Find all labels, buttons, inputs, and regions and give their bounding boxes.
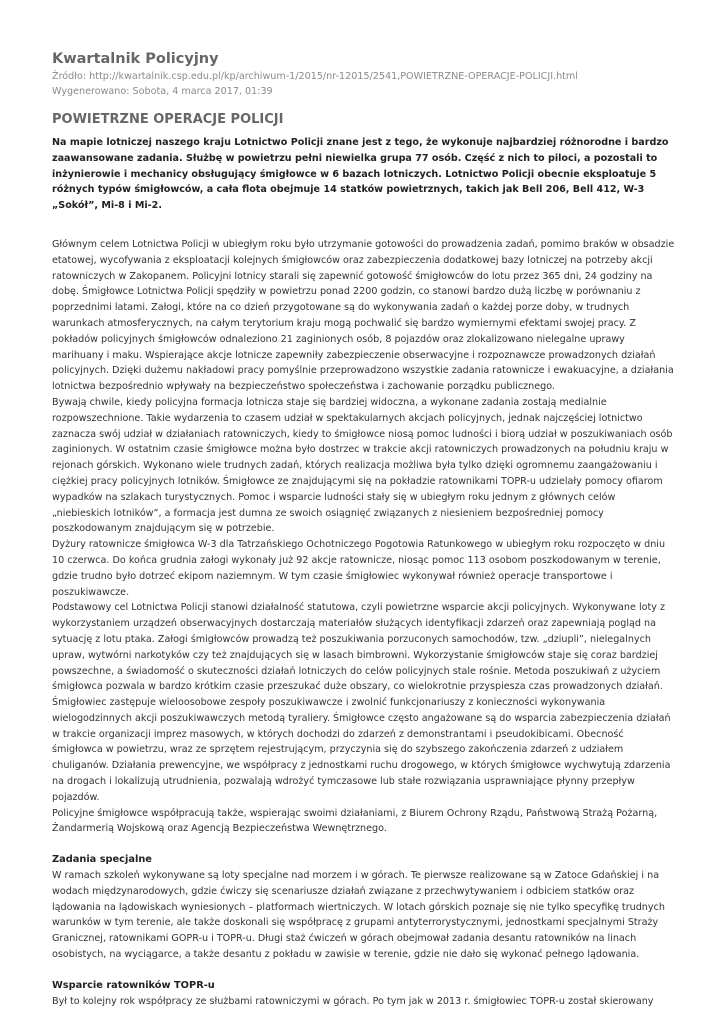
section-heading: Wsparcie ratowników TOPR-u bbox=[52, 979, 215, 991]
paragraph: Policyjne śmigłowce współpracują także, wspierając swoimi działaniami, z Biurem Ochrony Rządu, Państwową Strażą Pożarną, Żandarmerią Wojskową oraz Agencją Bezpieczeństwa Wewnętrznego. bbox=[52, 807, 658, 835]
article-lead: Na mapie lotniczej naszego kraju Lotnictwo Policji znane jest z tego, że wykonuje najbardziej różnorodne i bardzo zaawansowane zadania. Służbę w powietrzu pełni niewielka grupa 77 osób. Część z nich to piloci, a pozostali to inżynierowie i mechanicy obsługujący śmigłowce w 6 bazach lotniczych. Lotnictwo Policji obecnie eksploatuje 5 różnych typów śmigłowców, a cała flota obejmuje 14 statków powietrznych, takich jak Bell 206, Bell 412, W-3 „Sokół”, Mi-8 i Mi-2. bbox=[52, 137, 669, 212]
article-title: POWIETRZNE OPERACJE POLICJI bbox=[52, 112, 284, 127]
document-page bbox=[52, 50, 676, 1009]
section-text: Był to kolejny rok współpracy ze służbami ratowniczymi w górach. Po tym jak w 2013 r. śmigłowiec TOPR-u został skierowany bbox=[52, 995, 654, 1007]
article-body bbox=[52, 237, 676, 1009]
section-heading: Zadania specjalne bbox=[52, 854, 152, 866]
source-line: Źródło: http://kwartalnik.csp.edu.pl/kp/archiwum-1/2015/nr-12015/2541,POWIETRZNE-OPERACJE-POLICJI.html bbox=[52, 71, 578, 82]
paragraph: Głównym celem Lotnictwa Policji w ubiegłym roku było utrzymanie gotowości do prowadzenia zadań, pomimo braków w obsadzie etatowej, wycofywania z eksploatacji kolejnych śmigłowców oraz zabezpieczenia dodatkowej bazy lotniczej na potrzeby akcji ratowniczych w Zakopanem. Policyjni lotnicy starali się zapewnić gotowość śmigłowców do lotu przez 365 dni, 24 godziny na dobę. Śmigłowce Lotnictwa Policji spędziły w powietrzu ponad 2200 godzin, co stanowi bardzo dużą liczbę w porównaniu z poprzednimi latami. Załogi, które na co dzień przygotowane są do wykonywania zadań o każdej porze doby, w trudnych warunkach atmosferycznych, na całym terytorium kraju mogą pochwalić się bardzo wymiernymi efektami swojej pracy. Z pokładów policyjnych śmigłowców odnaleziono 21 zaginionych osób, 8 pojazdów oraz zlokalizowano nielegalne uprawy marihuany i maku. Wspierające akcje lotnicze zapewniły zabezpieczenie obserwacyjne i rozpoznawcze prowadzonych działań policyjnych. Dzięki dużemu nakładowi pracy pomyślnie przeprowadzono wszystkie zadania ratownicze i ewakuacyjne, a działania lotnictwa bezpośrednio wpływały na bezpieczeństwo społeczeństwa i zachowanie porządku publicznego. bbox=[52, 238, 675, 393]
site-title: Kwartalnik Policyjny bbox=[52, 51, 219, 67]
generated-line: Wygenerowano: Sobota, 4 marca 2017, 01:39 bbox=[52, 86, 273, 97]
section-text: W ramach szkoleń wykonywane są loty specjalne nad morzem i w górach. Te pierwsze realizowane są w Zatoce Gdańskiej i na wodach międzynarodowych, gdzie ćwiczy się scenariusze działań związane z przechwytywaniem i odbiciem statków oraz lądowania na lądowiskach wyniesionych – platformach wiertniczych. W lotach górskich poznaje się nie tylko specyfikę trudnych warunków w tym terenie, ale także doskonali się współpracę z grupami antyterrorystycznymi, jednostkami specjalnymi Straży Granicznej, ratownikami GOPR-u i TOPR-u. Długi staż ćwiczeń w górach obejmował zadania desantu ratowników na linach osobistych, na wyciągarce, a także desantu z pokładu w zawisie w terenie, gdzie nie dało się wykonać pełnego lądowania. bbox=[52, 870, 665, 961]
paragraph: Dyżury ratownicze śmigłowca W-3 dla Tatrzańskiego Ochotniczego Pogotowia Ratunkowego w ubiegłym roku rozpoczęto w dniu 10 czerwca. Do końca grudnia załogi wykonały już 92 akcje ratownicze, niosąc pomoc 113 osobom poszkodowanym w terenie, gdzie trudno było dotrzeć ekipom naziemnym. W tym czasie śmigłowiec wykonywał również operacje transportowe i poszukiwawcze. bbox=[52, 539, 666, 598]
paragraph: Bywają chwile, kiedy policyjna formacja lotnicza staje się bardziej widoczna, a wykonane zadania zostają medialnie rozpowszechnione. Takie wydarzenia to czasem udział w spektakularnych akcjach policyjnych, jednak najczęściej lotnictwo zaznacza swój udział w działaniach ratowniczych, kiedy to śmigłowce niosą pomoc ludności i biorą udział w poszukiwaniach osób zaginionych. W ostatnim czasie śmigłowce można było dostrzec w trakcie akcji ratowniczych prowadzonych na południu kraju w rejonach górskich. Wykonano wiele trudnych zadań, których realizacja możliwa była tylko dzięki ogromnemu zaangażowaniu i ciężkiej pracy policyjnych lotników. Śmigłowce ze znajdującymi się na pokładzie ratownikami TOPR-u udzielały pomocy ofiarom wypadków na szlakach turystycznych. Pomoc i wsparcie ludności stały się w ubiegłym roku jednym z głównych celów „niebieskich lotników”, a formacja jest dumna ze swoich osiągnięć związanych z niesieniem bezpośredniej pomocy poszkodowanym znajdującym się w potrzebie. bbox=[52, 396, 673, 535]
paragraph: Podstawowy cel Lotnictwa Policji stanowi działalność statutowa, czyli powietrzne wsparcie akcji policyjnych. Wykonywane loty z wykorzystaniem urządzeń obserwacyjnych dostarczają materiałów służących identyfikacji zdarzeń oraz zapewniają pogląd na sytuację z lotu ptaka. Załogi śmigłowców prowadzą też poszukiwania porzuconych samochodów, tzw. „dziupli”, nielegalnych upraw, wytwórni narkotyków czy też znajdujących się w lasach bimbrowni. Wykorzystanie śmigłowców staje się coraz bardziej powszechne, a świadomość o skuteczności działań lotniczych do celów policyjnych stale rośnie. Metoda poszukiwań z użyciem śmigłowca pozwala w bardzo krótkim czasie przeszukać duże obszary, co wielokrotnie przyspiesza czas prowadzonych działań. Śmigłowiec zastępuje wieloosobowe zespoły poszukiwawcze i zwolnić funkcjonariuszy z konieczności wykonywania wielogodzinnych akcji poszukiwawczych metodą tyraliery. Śmigłowce często angażowane są do wsparcia zabezpieczenia działań w trakcie organizacji imprez masowych, w których dochodzi do zdarzeń z demonstrantami i pseudokibicami. Obecność śmigłowca w powietrzu, wraz ze sprzętem rejestrującym, przyczynia się do szybszego zakończenia zdarzeń z udziałem chuliganów. Działania prewencyjne, we współpracy z jednostkami ruchu drogowego, w których śmigłowce wychwytują zdarzenia na drogach i lokalizują utrudnienia, pozwalają wdrożyć tymczasowe lub stałe rozwiązania usprawniające płynny przepływ pojazdów. bbox=[52, 602, 671, 803]
